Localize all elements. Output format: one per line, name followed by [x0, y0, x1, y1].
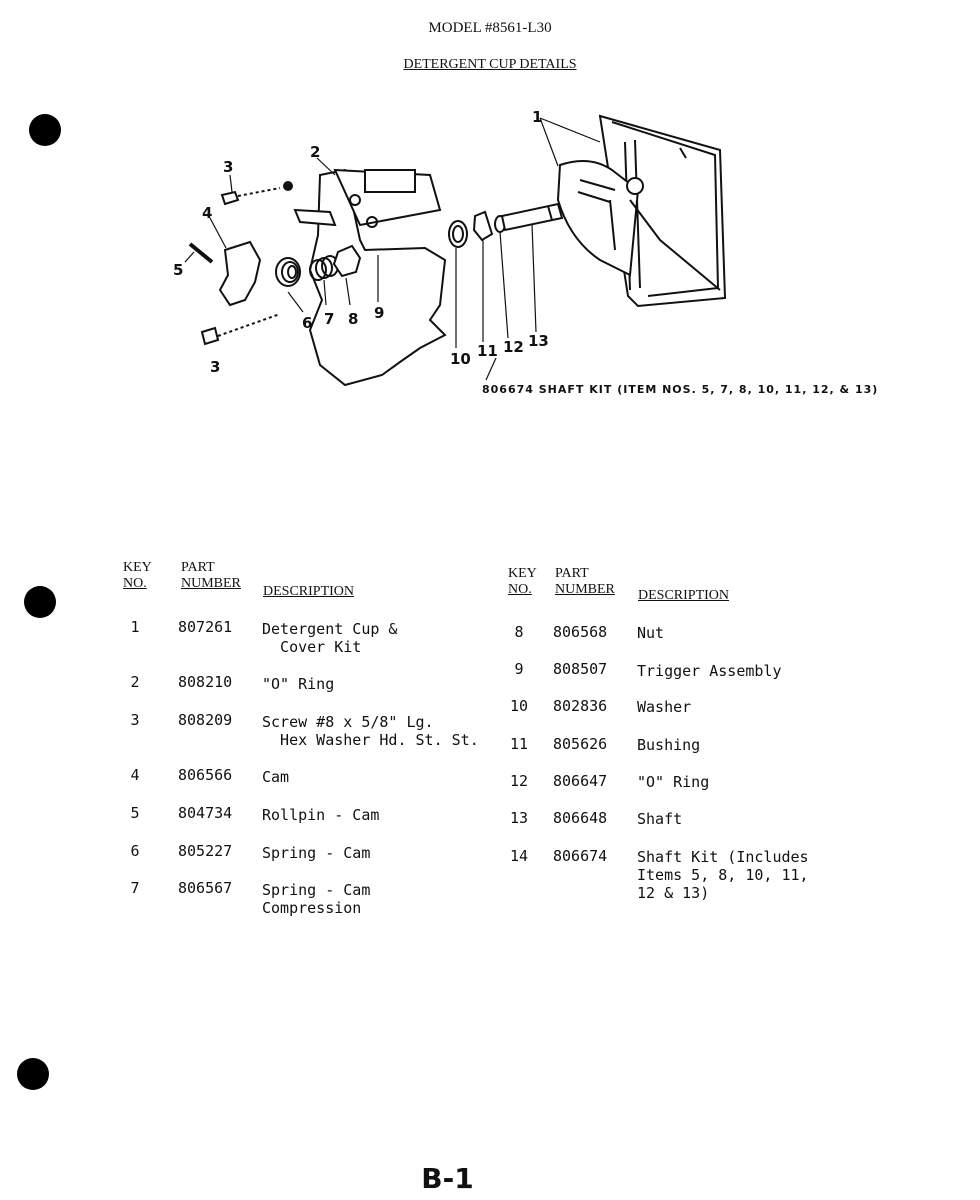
callout-5: 5 — [173, 261, 184, 279]
key-no-header-right: KEY NO. — [508, 566, 537, 597]
screw-top — [222, 192, 238, 204]
left-row-1-desc: Detergent Cup & Cover Kit — [262, 620, 398, 656]
right-row-6-key: 13 — [509, 809, 529, 827]
callout-6: 6 — [302, 314, 313, 332]
right-row-3-part: 802836 — [553, 697, 608, 715]
left-row-1-part: 807261 — [178, 618, 233, 636]
right-row-1-part: 806568 — [553, 623, 608, 641]
punch-hole-top — [29, 114, 61, 146]
left-row-5-desc: Rollpin - Cam — [262, 806, 380, 824]
key-no-header: KEY NO. — [123, 560, 152, 591]
model-title: MODEL #8561-L30 — [428, 20, 552, 36]
left-row-2-part: 808210 — [178, 673, 233, 691]
screw-bottom — [202, 328, 218, 344]
callout-4: 4 — [202, 204, 213, 222]
callout-8: 8 — [348, 310, 359, 328]
bushing-part — [474, 212, 492, 240]
part-number-header-right: PART NUMBER — [555, 566, 615, 597]
right-row-2-part: 808507 — [553, 660, 608, 678]
left-row-7-desc: Spring - Cam Compression — [262, 881, 371, 917]
callout-7: 7 — [324, 310, 335, 328]
left-row-6-part: 805227 — [178, 842, 233, 860]
left-row-4-desc: Cam — [262, 768, 290, 786]
exploded-parts-diagram — [160, 100, 879, 410]
right-row-3-desc: Washer — [637, 698, 692, 716]
cam-spring — [276, 258, 300, 286]
right-row-1-key: 8 — [514, 623, 524, 641]
right-row-5-key: 12 — [509, 772, 529, 790]
punch-hole-middle — [24, 586, 56, 618]
left-row-4-part: 806566 — [178, 766, 233, 784]
punch-hole-bottom — [17, 1058, 49, 1090]
callout-10: 10 — [450, 350, 471, 368]
left-row-6-key: 6 — [130, 842, 140, 860]
callout-12: 12 — [503, 338, 524, 356]
left-row-7-key: 7 — [130, 879, 140, 897]
left-row-2-key: 2 — [130, 673, 140, 691]
right-row-7-key: 14 — [509, 847, 529, 865]
right-row-4-desc: Bushing — [637, 736, 701, 754]
washer-part — [449, 221, 467, 247]
left-row-5-key: 5 — [130, 804, 140, 822]
right-row-6-desc: Shaft — [637, 810, 683, 828]
section-title: DETERGENT CUP DETAILS — [403, 57, 577, 72]
callout-11: 11 — [477, 342, 498, 360]
right-row-2-desc: Trigger Assembly — [637, 662, 782, 680]
callout-9: 9 — [374, 304, 385, 322]
right-row-3-key: 10 — [509, 697, 529, 715]
left-row-7-part: 806567 — [178, 879, 233, 897]
right-row-2-key: 9 — [514, 660, 524, 678]
right-row-7-part: 806674 — [553, 847, 608, 865]
right-row-1-desc: Nut — [637, 624, 665, 642]
description-header: DESCRIPTION — [263, 584, 355, 599]
left-row-3-part: 808209 — [178, 711, 233, 729]
callout-13: 13 — [528, 332, 549, 350]
left-row-6-desc: Spring - Cam — [262, 844, 371, 862]
right-row-6-part: 806648 — [553, 809, 608, 827]
part-number-header: PART NUMBER — [181, 560, 241, 591]
left-row-5-part: 804734 — [178, 804, 233, 822]
callout-3-top: 3 — [223, 158, 234, 176]
left-row-3-desc: Screw #8 x 5/8" Lg. Hex Washer Hd. St. St. — [262, 713, 479, 749]
left-row-4-key: 4 — [130, 766, 140, 784]
description-header-right: DESCRIPTION — [638, 588, 730, 603]
right-row-7-desc: Shaft Kit (Includes Items 5, 8, 10, 11, 12 & 13) — [637, 848, 809, 902]
cam-part — [220, 242, 260, 305]
left-row-2-desc: "O" Ring — [262, 675, 335, 693]
callout-3-bottom: 3 — [210, 358, 221, 376]
page-number: B-1 — [421, 1162, 474, 1195]
housing-plate — [284, 170, 445, 385]
callout-1: 1 — [532, 108, 543, 126]
left-row-3-key: 3 — [130, 711, 140, 729]
right-row-5-desc: "O" Ring — [637, 773, 710, 791]
right-row-4-part: 805626 — [553, 735, 608, 753]
detergent-cup-cover — [558, 116, 725, 306]
callout-2: 2 — [310, 143, 321, 161]
right-row-5-part: 806647 — [553, 772, 608, 790]
shaft-kit-caption: 806674 SHAFT KIT (ITEM NOS. 5, 7, 8, 10, 11, 12, & 13) — [482, 383, 879, 396]
right-row-4-key: 11 — [509, 735, 529, 753]
left-row-1-key: 1 — [130, 618, 140, 636]
